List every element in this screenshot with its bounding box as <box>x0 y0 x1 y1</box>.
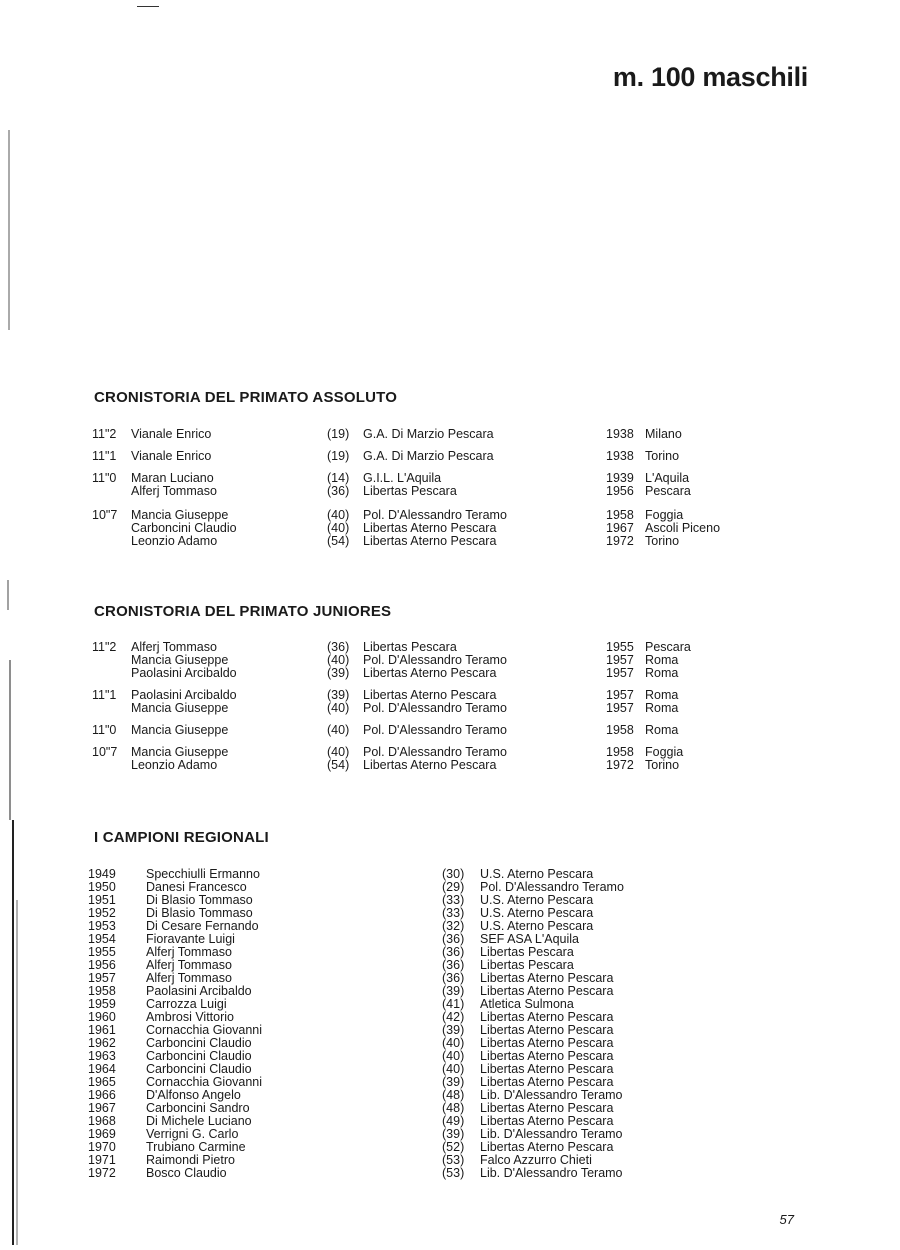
champion-name: Danesi Francesco <box>146 880 247 894</box>
record-time: 11"0 <box>92 723 117 737</box>
athlete-name: Vianale Enrico <box>131 449 212 463</box>
champion-year: 1951 <box>88 893 116 907</box>
scan-binding-edge <box>0 0 26 1245</box>
venue-city: Pescara <box>645 640 691 654</box>
champion-club: Atletica Sulmona <box>480 997 574 1011</box>
champion-club: Libertas Aterno Pescara <box>480 1049 614 1063</box>
record-clubs <box>327 509 507 548</box>
champion-name: Ambrosi Vittorio <box>146 1010 234 1024</box>
champion-name: Alferj Tommaso <box>146 945 232 959</box>
record-year: 1938 <box>606 427 634 441</box>
athlete-name: Leonzio Adamo <box>131 534 218 548</box>
record-clubs <box>327 724 507 737</box>
champion-name: Alferj Tommaso <box>146 971 232 985</box>
champion-club: Libertas Aterno Pescara <box>480 1010 614 1024</box>
record-year: 1958 <box>606 745 634 759</box>
champion-name: Cornacchia Giovanni <box>146 1023 263 1037</box>
birth-year-code: (54) <box>327 534 350 548</box>
venue-line <box>606 702 678 715</box>
birth-year-code: (36) <box>442 945 465 959</box>
champion-year: 1957 <box>88 971 116 985</box>
section-heading-champions: I CAMPIONI REGIONALI <box>94 829 269 846</box>
athlete-name: Carboncini Claudio <box>131 521 237 535</box>
club-name: Libertas Aterno Pescara <box>363 688 497 702</box>
record-venues <box>606 472 691 498</box>
venue-line <box>606 450 679 463</box>
athlete-name: Maran Luciano <box>131 471 214 485</box>
champion-club-row <box>442 1167 624 1180</box>
record-venues <box>606 689 678 715</box>
record-athletes <box>131 641 237 680</box>
club-name: Libertas Aterno Pescara <box>363 758 497 772</box>
champions-clubs-column <box>442 868 624 1180</box>
birth-year-code: (40) <box>327 723 350 737</box>
venue-city: Pescara <box>645 484 691 498</box>
birth-year-code: (36) <box>442 958 465 972</box>
record-time: 11"1 <box>92 449 117 463</box>
champion-year: 1964 <box>88 1062 116 1076</box>
birth-year-code: (40) <box>327 653 350 667</box>
champion-year: 1970 <box>88 1140 116 1154</box>
club-line <box>327 724 507 737</box>
club-name: Pol. D'Alessandro Teramo <box>363 745 507 759</box>
birth-year-code: (42) <box>442 1010 465 1024</box>
champion-name: D'Alfonso Angelo <box>146 1088 241 1102</box>
venue-city: Roma <box>645 688 679 702</box>
champion-name: Paolasini Arcibaldo <box>146 984 252 998</box>
record-time: 11"2 <box>92 640 117 654</box>
club-name: Pol. D'Alessandro Teramo <box>363 723 507 737</box>
record-venues <box>606 641 691 680</box>
record-year: 1938 <box>606 449 634 463</box>
birth-year-code: (36) <box>442 932 465 946</box>
birth-year-code: (41) <box>442 997 465 1011</box>
club-name: Pol. D'Alessandro Teramo <box>363 701 507 715</box>
birth-year-code: (36) <box>442 971 465 985</box>
page-title: m. 100 maschili <box>612 62 808 92</box>
record-time: 10"7 <box>92 508 118 522</box>
club-name: G.A. Di Marzio Pescara <box>363 449 494 463</box>
champion-year: 1972 <box>88 1166 116 1180</box>
birth-year-code: (32) <box>442 919 465 933</box>
birth-year-code: (19) <box>327 427 350 441</box>
champion-year: 1960 <box>88 1010 116 1024</box>
birth-year-code: (29) <box>442 880 465 894</box>
venue-city: Roma <box>645 723 679 737</box>
birth-year-code: (40) <box>327 508 350 522</box>
birth-year-code: (39) <box>442 984 465 998</box>
record-athletes <box>131 724 228 737</box>
record-athletes <box>131 450 211 463</box>
record-year: 1956 <box>606 484 634 498</box>
champion-name: Raimondi Pietro <box>146 1153 235 1167</box>
athlete-name: Mancia Giuseppe <box>131 723 229 737</box>
birth-year-code: (53) <box>442 1153 465 1167</box>
champions-names-column <box>88 868 262 1180</box>
champion-club: Libertas Aterno Pescara <box>480 984 614 998</box>
club-line <box>327 428 494 441</box>
champion-year: 1950 <box>88 880 116 894</box>
champion-club: U.S. Aterno Pescara <box>480 919 594 933</box>
venue-city: Roma <box>645 653 679 667</box>
birth-year-code: (33) <box>442 906 465 920</box>
venue-city: Torino <box>645 449 680 463</box>
athlete-name: Vianale Enrico <box>131 427 212 441</box>
record-year: 1957 <box>606 701 634 715</box>
champion-name: Carboncini Claudio <box>146 1036 252 1050</box>
champion-name: Fioravante Luigi <box>146 932 235 946</box>
section-heading-juniores: CRONISTORIA DEL PRIMATO JUNIORES <box>94 603 392 620</box>
club-line <box>327 667 507 680</box>
birth-year-code: (54) <box>327 758 350 772</box>
record-clubs <box>327 428 494 441</box>
record-clubs <box>327 689 507 715</box>
record-time: 11"0 <box>92 471 117 485</box>
champion-name: Verrigni G. Carlo <box>146 1127 239 1141</box>
champion-row <box>88 1167 262 1180</box>
venue-line <box>606 667 691 680</box>
venue-city: Foggia <box>645 745 684 759</box>
champion-year: 1949 <box>88 867 116 881</box>
record-athletes <box>131 689 237 715</box>
champion-name: Carboncini Claudio <box>146 1049 252 1063</box>
athlete-name: Mancia Giuseppe <box>131 745 229 759</box>
champion-name: Di Blasio Tommaso <box>146 906 253 920</box>
club-name: G.A. Di Marzio Pescara <box>363 427 494 441</box>
venue-city: Torino <box>645 758 680 772</box>
club-line <box>327 535 507 548</box>
champion-club: Libertas Aterno Pescara <box>480 1023 614 1037</box>
champion-name: Di Cesare Fernando <box>146 919 259 933</box>
champion-club: Libertas Aterno Pescara <box>480 1101 614 1115</box>
champion-name: Trubiano Carmine <box>146 1140 246 1154</box>
record-venues <box>606 724 678 737</box>
record-athletes <box>131 509 237 548</box>
venue-city: Roma <box>645 701 679 715</box>
venue-line <box>606 759 683 772</box>
champion-year: 1956 <box>88 958 116 972</box>
venue-line <box>606 535 720 548</box>
record-year: 1972 <box>606 534 634 548</box>
champion-year: 1954 <box>88 932 116 946</box>
birth-year-code: (40) <box>327 521 350 535</box>
birth-year-code: (39) <box>327 666 350 680</box>
athlete-name: Leonzio Adamo <box>131 758 218 772</box>
record-venues <box>606 428 682 441</box>
champion-club: Libertas Aterno Pescara <box>480 1075 614 1089</box>
athlete-name: Alferj Tommaso <box>131 484 217 498</box>
champion-club: Libertas Pescara <box>480 958 574 972</box>
champion-club: Libertas Pescara <box>480 945 574 959</box>
champion-year: 1955 <box>88 945 116 959</box>
record-time: 11"2 <box>92 427 117 441</box>
champion-club: Lib. D'Alessandro Teramo <box>480 1166 623 1180</box>
birth-year-code: (39) <box>442 1023 465 1037</box>
champion-club: Libertas Aterno Pescara <box>480 971 614 985</box>
record-clubs <box>327 746 507 772</box>
record-year: 1958 <box>606 723 634 737</box>
champion-name: Di Michele Luciano <box>146 1114 252 1128</box>
venue-line <box>606 724 678 737</box>
champion-year: 1966 <box>88 1088 116 1102</box>
record-venues <box>606 509 720 548</box>
club-name: Libertas Pescara <box>363 640 457 654</box>
birth-year-code: (14) <box>327 471 350 485</box>
birth-year-code: (40) <box>327 745 350 759</box>
record-venues <box>606 450 679 463</box>
record-athletes <box>131 746 228 772</box>
record-year: 1957 <box>606 653 634 667</box>
record-year: 1957 <box>606 666 634 680</box>
champion-club: Pol. D'Alessandro Teramo <box>480 880 624 894</box>
record-clubs <box>327 450 494 463</box>
champion-club: U.S. Aterno Pescara <box>480 906 594 920</box>
birth-year-code: (39) <box>442 1127 465 1141</box>
champion-year: 1961 <box>88 1023 116 1037</box>
champion-year: 1962 <box>88 1036 116 1050</box>
club-name: Libertas Aterno Pescara <box>363 521 497 535</box>
venue-line <box>606 428 682 441</box>
athlete-name: Mancia Giuseppe <box>131 653 229 667</box>
athlete-name: Paolasini Arcibaldo <box>131 666 237 680</box>
birth-year-code: (40) <box>442 1049 465 1063</box>
venue-city: Milano <box>645 427 682 441</box>
birth-year-code: (40) <box>442 1036 465 1050</box>
champion-club: U.S. Aterno Pescara <box>480 867 594 881</box>
club-line <box>327 702 507 715</box>
champion-name: Bosco Claudio <box>146 1166 227 1180</box>
champion-year: 1952 <box>88 906 116 920</box>
club-name: Libertas Aterno Pescara <box>363 666 497 680</box>
record-year: 1957 <box>606 688 634 702</box>
champion-name: Carboncini Sandro <box>146 1101 250 1115</box>
champion-club: Lib. D'Alessandro Teramo <box>480 1088 623 1102</box>
venue-city: Ascoli Piceno <box>645 521 721 535</box>
record-clubs <box>327 641 507 680</box>
champion-year: 1953 <box>88 919 116 933</box>
champion-name: Alferj Tommaso <box>146 958 232 972</box>
birth-year-code: (39) <box>327 688 350 702</box>
birth-year-code: (49) <box>442 1114 465 1128</box>
record-time: 10"7 <box>92 745 118 759</box>
champion-club: Libertas Aterno Pescara <box>480 1114 614 1128</box>
birth-year-code: (19) <box>327 449 350 463</box>
athlete-name: Alferj Tommaso <box>131 640 217 654</box>
champion-year: 1969 <box>88 1127 116 1141</box>
club-line <box>327 759 507 772</box>
venue-line <box>606 485 691 498</box>
page-number: 57 <box>779 1212 794 1227</box>
athlete-name: Mancia Giuseppe <box>131 701 229 715</box>
champion-year: 1967 <box>88 1101 116 1115</box>
record-year: 1955 <box>606 640 634 654</box>
record-athletes <box>131 472 217 498</box>
birth-year-code: (48) <box>442 1088 465 1102</box>
record-year: 1967 <box>606 521 634 535</box>
record-venues <box>606 746 683 772</box>
champion-club: Libertas Aterno Pescara <box>480 1062 614 1076</box>
venue-city: Torino <box>645 534 680 548</box>
section-heading-absolute: CRONISTORIA DEL PRIMATO ASSOLUTO <box>94 389 398 406</box>
venue-city: L'Aquila <box>645 471 690 485</box>
record-time: 11"1 <box>92 688 117 702</box>
birth-year-code: (53) <box>442 1166 465 1180</box>
birth-year-code: (36) <box>327 484 350 498</box>
venue-city: Roma <box>645 666 679 680</box>
birth-year-code: (40) <box>442 1062 465 1076</box>
record-clubs <box>327 472 457 498</box>
champion-club: Libertas Aterno Pescara <box>480 1140 614 1154</box>
record-year: 1939 <box>606 471 634 485</box>
birth-year-code: (52) <box>442 1140 465 1154</box>
champion-club: Falco Azzurro Chieti <box>480 1153 592 1167</box>
club-name: G.I.L. L'Aquila <box>363 471 442 485</box>
record-year: 1958 <box>606 508 634 522</box>
birth-year-code: (36) <box>327 640 350 654</box>
champion-year: 1971 <box>88 1153 116 1167</box>
champion-name: Carboncini Claudio <box>146 1062 252 1076</box>
scan-mark <box>137 6 159 7</box>
champion-year: 1965 <box>88 1075 116 1089</box>
birth-year-code: (48) <box>442 1101 465 1115</box>
club-name: Pol. D'Alessandro Teramo <box>363 508 507 522</box>
champion-year: 1958 <box>88 984 116 998</box>
birth-year-code: (33) <box>442 893 465 907</box>
club-name: Libertas Aterno Pescara <box>363 534 497 548</box>
champion-year: 1959 <box>88 997 116 1011</box>
champion-name: Cornacchia Giovanni <box>146 1075 263 1089</box>
champion-name: Carrozza Luigi <box>146 997 227 1011</box>
birth-year-code: (39) <box>442 1075 465 1089</box>
club-name: Libertas Pescara <box>363 484 457 498</box>
champion-club: SEF ASA L'Aquila <box>480 932 579 946</box>
club-line <box>327 485 457 498</box>
club-name: Pol. D'Alessandro Teramo <box>363 653 507 667</box>
champion-club: Libertas Aterno Pescara <box>480 1036 614 1050</box>
record-year: 1972 <box>606 758 634 772</box>
champion-name: Specchiulli Ermanno <box>146 867 260 881</box>
champion-year: 1963 <box>88 1049 116 1063</box>
venue-city: Foggia <box>645 508 684 522</box>
birth-year-code: (40) <box>327 701 350 715</box>
champion-club: U.S. Aterno Pescara <box>480 893 594 907</box>
club-line <box>327 450 494 463</box>
athlete-name: Paolasini Arcibaldo <box>131 688 237 702</box>
champion-club: Lib. D'Alessandro Teramo <box>480 1127 623 1141</box>
champion-name: Di Blasio Tommaso <box>146 893 253 907</box>
athlete-name: Mancia Giuseppe <box>131 508 229 522</box>
record-athletes <box>131 428 211 441</box>
champion-year: 1968 <box>88 1114 116 1128</box>
birth-year-code: (30) <box>442 867 465 881</box>
